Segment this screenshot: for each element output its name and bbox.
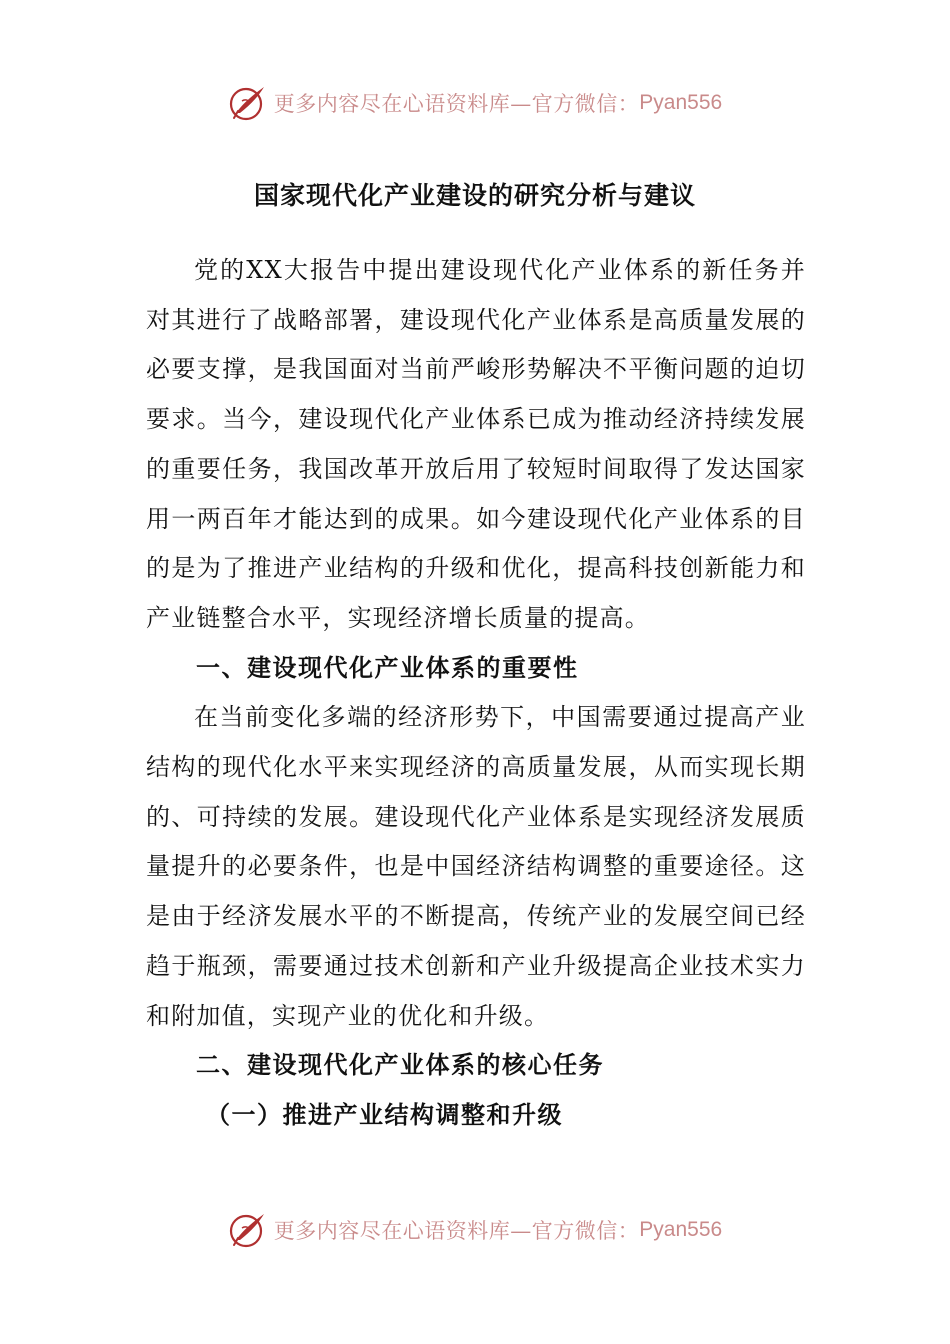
document-title: 国家现代化产业建设的研究分析与建议 [253,181,696,210]
watermark-text: 更多内容尽在心语资料库—官方微信： [273,1219,640,1243]
watermark-banner-top [0,81,950,125]
watermark-wechat-id: Pyan556 [639,1218,723,1241]
quill-pen-logo-icon [228,1210,268,1250]
watermark-banner-bottom [0,1208,950,1252]
section-2-subheading: （一）推进产业结构调整和升级 [206,1100,563,1129]
section-1-heading: 一、建设现代化产业体系的重要性 [196,653,579,682]
quill-pen-logo-icon [228,83,268,123]
document-body [146,246,806,1141]
section-1-paragraph: 在当前变化多端的经济形势下，中国需要通过提高产业结构的现代化水平来实现经济的高质量发展，从而实现长期的、可持续的发展。建设现代化产业体系是实现经济发展质量提升的必要条件，也是中国经济结构调整的重要途径。这是由于经济发展水平的不断提高，传统产业的发展空间已经趋于瓶颈，需要通过技术创新和产业升级提高企业技术实力和附加值，实现产业的优化和升级。 [146,703,806,1030]
watermark-wechat-id: Pyan556 [639,91,723,114]
watermark-text: 更多内容尽在心语资料库—官方微信： [273,92,640,116]
intro-paragraph: 党的XX大报告中提出建设现代化产业体系的新任务并对其进行了战略部署，建设现代化产业体系是高质量发展的必要支撑，是我国面对当前严峻形势解决不平衡问题的迫切要求。当今，建设现代化产业体系已成为推动经济持续发展的重要任务，我国改革开放后用了较短时间取得了发达国家用一两百年才能达到的成果。如今建设现代化产业体系的目的是为了推进产业结构的升级和优化，提高科技创新能力和产业链整合水平，实现经济增长质量的提高。 [146,256,806,632]
section-2-heading: 二、建设现代化产业体系的核心任务 [196,1051,604,1080]
